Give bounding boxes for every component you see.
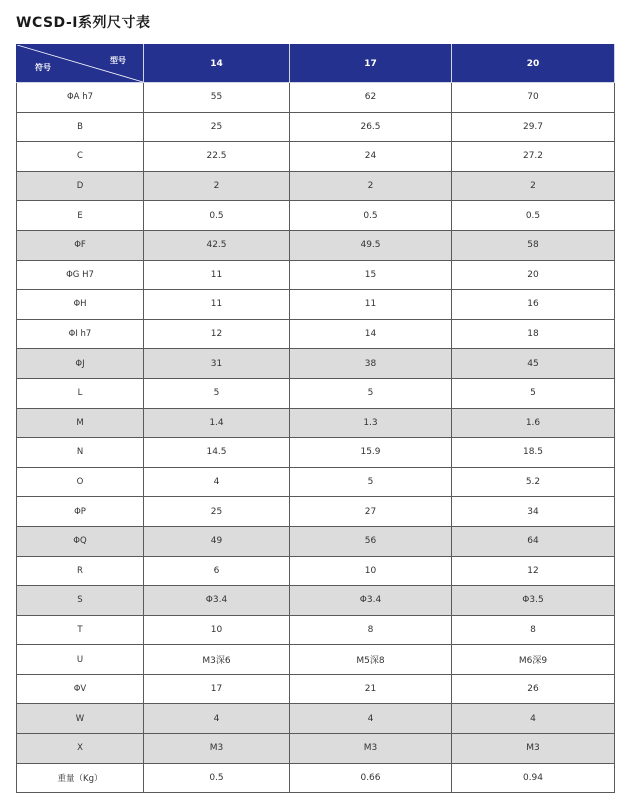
value-cell: 2 [290, 171, 452, 201]
value-cell: 55 [144, 83, 290, 113]
value-cell: 42.5 [144, 230, 290, 260]
table-row [17, 290, 615, 320]
row-label-cell: O [17, 467, 144, 497]
value-cell: 22.5 [144, 142, 290, 172]
value-cell: 16 [452, 290, 615, 320]
value-cell: 8 [290, 615, 452, 645]
value-cell: 24 [290, 142, 452, 172]
table-row [17, 349, 615, 379]
page-title: WCSD-I系列尺寸表 [16, 15, 151, 31]
value-cell: 10 [290, 556, 452, 586]
value-cell: 64 [452, 526, 615, 556]
table-row [17, 319, 615, 349]
row-label-cell: S [17, 586, 144, 616]
row-label-cell: R [17, 556, 144, 586]
table-row [17, 438, 615, 468]
table-row [17, 230, 615, 260]
table-row [17, 615, 615, 645]
value-cell: 5 [290, 378, 452, 408]
value-cell: 17 [144, 674, 290, 704]
row-label-cell: D [17, 171, 144, 201]
table-row [17, 763, 615, 793]
row-label-cell: M [17, 408, 144, 438]
value-cell: 12 [452, 556, 615, 586]
value-cell: 70 [452, 83, 615, 113]
value-cell: 1.4 [144, 408, 290, 438]
value-cell: 14 [290, 319, 452, 349]
value-cell: 1.6 [452, 408, 615, 438]
value-cell: 27.2 [452, 142, 615, 172]
value-cell: 31 [144, 349, 290, 379]
table-body [17, 83, 615, 793]
row-label-cell: ΦP [17, 497, 144, 527]
value-cell: 38 [290, 349, 452, 379]
value-cell: 14.5 [144, 438, 290, 468]
value-cell: 4 [144, 467, 290, 497]
value-cell: 18 [452, 319, 615, 349]
value-cell: M3 [144, 734, 290, 764]
value-cell: M5深8 [290, 645, 452, 675]
value-cell: 11 [290, 290, 452, 320]
table-row [17, 201, 615, 231]
value-cell: 4 [452, 704, 615, 734]
value-cell: 12 [144, 319, 290, 349]
value-cell: 0.66 [290, 763, 452, 793]
value-cell: 62 [290, 83, 452, 113]
row-label-cell: X [17, 734, 144, 764]
symbol-label: 符号 [35, 63, 51, 72]
table-row [17, 556, 615, 586]
value-cell: M3 [290, 734, 452, 764]
table-row [17, 586, 615, 616]
row-label-cell: 重量（Kg） [17, 763, 144, 793]
value-cell: 1.3 [290, 408, 452, 438]
value-cell: 4 [290, 704, 452, 734]
row-label-cell: N [17, 438, 144, 468]
column-header-17: 17 [290, 45, 452, 83]
table-row [17, 112, 615, 142]
value-cell: 25 [144, 112, 290, 142]
row-label-cell: ΦH [17, 290, 144, 320]
row-label-cell: C [17, 142, 144, 172]
value-cell: 26 [452, 674, 615, 704]
value-cell: 4 [144, 704, 290, 734]
dimension-table [16, 44, 615, 793]
table-row [17, 645, 615, 675]
value-cell: Φ3.4 [144, 586, 290, 616]
table-row [17, 83, 615, 113]
value-cell: 11 [144, 260, 290, 290]
value-cell: 5.2 [452, 467, 615, 497]
value-cell: 0.94 [452, 763, 615, 793]
row-label-cell: E [17, 201, 144, 231]
value-cell: 10 [144, 615, 290, 645]
row-label-cell: B [17, 112, 144, 142]
value-cell: 49 [144, 526, 290, 556]
value-cell: 26.5 [290, 112, 452, 142]
row-label-cell: W [17, 704, 144, 734]
value-cell: Φ3.4 [290, 586, 452, 616]
value-cell: 45 [452, 349, 615, 379]
value-cell: 34 [452, 497, 615, 527]
row-label-cell: U [17, 645, 144, 675]
value-cell: 5 [144, 378, 290, 408]
value-cell: 15 [290, 260, 452, 290]
value-cell: 0.5 [144, 201, 290, 231]
value-cell: 11 [144, 290, 290, 320]
value-cell: 25 [144, 497, 290, 527]
value-cell: 15.9 [290, 438, 452, 468]
row-label-cell: T [17, 615, 144, 645]
value-cell: M6深9 [452, 645, 615, 675]
row-label-cell: ΦG H7 [17, 260, 144, 290]
model-label: 型号 [110, 56, 126, 65]
table-row [17, 497, 615, 527]
value-cell: 2 [452, 171, 615, 201]
value-cell: 5 [290, 467, 452, 497]
table-row [17, 467, 615, 497]
table-row [17, 171, 615, 201]
value-cell: 18.5 [452, 438, 615, 468]
table-row [17, 734, 615, 764]
row-label-cell: ΦF [17, 230, 144, 260]
row-label-cell: ΦJ [17, 349, 144, 379]
corner-header-cell [17, 45, 144, 83]
table-header-row [17, 45, 615, 83]
row-label-cell: ΦI h7 [17, 319, 144, 349]
table-row [17, 260, 615, 290]
value-cell: 27 [290, 497, 452, 527]
value-cell: 29.7 [452, 112, 615, 142]
table-row [17, 674, 615, 704]
value-cell: M3深6 [144, 645, 290, 675]
row-label-cell: ΦA h7 [17, 83, 144, 113]
value-cell: M3 [452, 734, 615, 764]
table-row [17, 526, 615, 556]
value-cell: 56 [290, 526, 452, 556]
row-label-cell: ΦV [17, 674, 144, 704]
table-row [17, 142, 615, 172]
value-cell: 8 [452, 615, 615, 645]
value-cell: 49.5 [290, 230, 452, 260]
row-label-cell: ΦQ [17, 526, 144, 556]
value-cell: 0.5 [290, 201, 452, 231]
value-cell: 58 [452, 230, 615, 260]
table-row [17, 378, 615, 408]
table-row [17, 408, 615, 438]
row-label-cell: L [17, 378, 144, 408]
column-header-20: 20 [452, 45, 615, 83]
value-cell: 21 [290, 674, 452, 704]
value-cell: 5 [452, 378, 615, 408]
column-header-14: 14 [144, 45, 290, 83]
value-cell: 20 [452, 260, 615, 290]
value-cell: 2 [144, 171, 290, 201]
value-cell: 6 [144, 556, 290, 586]
value-cell: 0.5 [144, 763, 290, 793]
value-cell: 0.5 [452, 201, 615, 231]
value-cell: Φ3.5 [452, 586, 615, 616]
table-row [17, 704, 615, 734]
